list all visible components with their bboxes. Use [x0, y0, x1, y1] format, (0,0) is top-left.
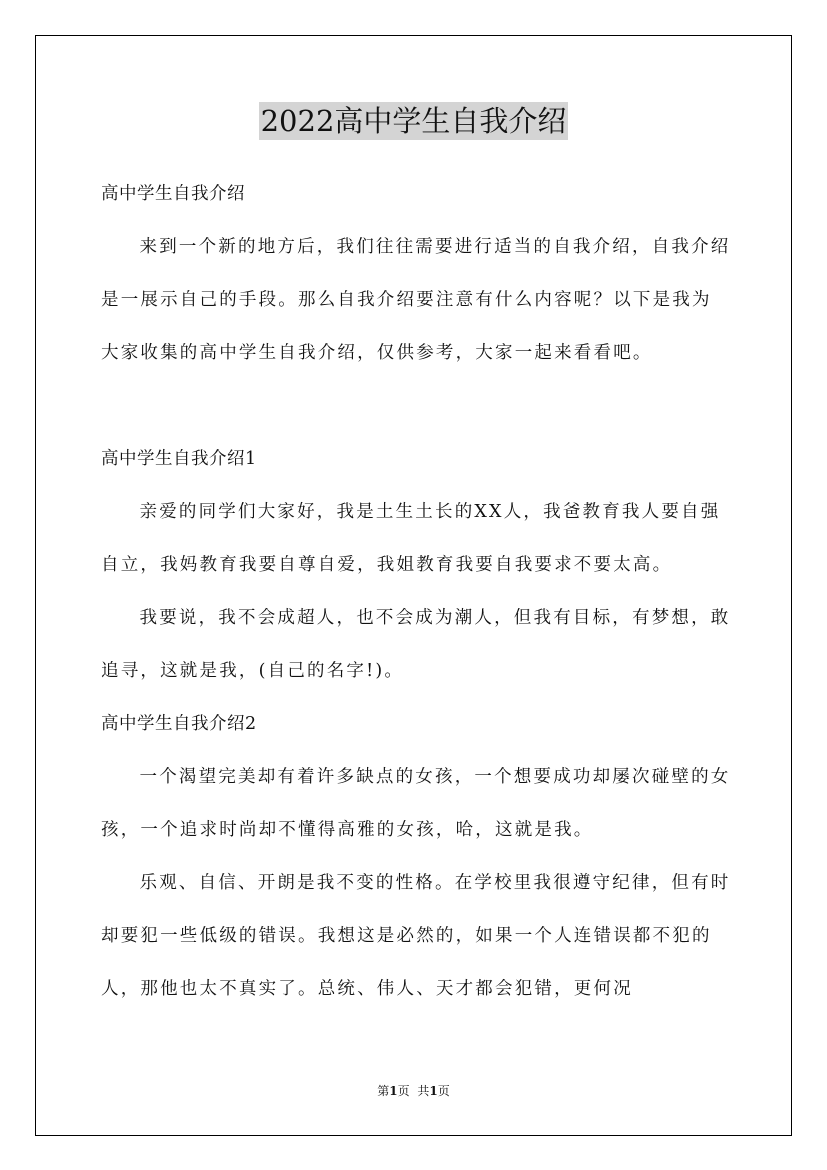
title-container — [0, 102, 827, 140]
paragraph: 亲爱的同学们大家好，我是土生土长的XX人，我爸教育我人要自强自立，我妈教育我要自尊自爱，我姐教育我要自我要求不要太高。 — [101, 502, 721, 575]
page-number: 1 — [389, 1084, 398, 1098]
paragraph: 我要说，我不会成超人，也不会成为潮人，但我有目标，有梦想，敢追寻，这就是我，(自己的名字!)。 — [101, 608, 731, 681]
section-heading: 高中学生自我介绍 — [101, 184, 245, 204]
paragraph: 乐观、自信、开朗是我不变的性格。在学校里我很遵守纪律，但有时却要犯一些低级的错误。我想这是必然的，如果一个人连错误都不犯的人，那他也太不真实了。总统、伟人、天才都会犯错，更何况 — [101, 873, 731, 999]
page-prefix: 第 — [377, 1084, 390, 1098]
paragraph: 来到一个新的地方后，我们往往需要进行适当的自我介绍，自我介绍是一展示自己的手段。那么自我介绍要注意有什么内容呢？以下是我为大家收集的高中学生自我介绍，仅供参考，大家一起来看看吧。 — [101, 237, 731, 363]
document-title: 2022高中学生自我介绍 — [260, 104, 567, 138]
total-number: 1 — [429, 1084, 438, 1098]
paragraph: 一个渴望完美却有着许多缺点的女孩，一个想要成功却屡次碰壁的女孩，一个追求时尚却不懂得高雅的女孩，哈，这就是我。 — [101, 767, 731, 840]
blank-line — [101, 380, 731, 433]
page-suffix: 页 — [397, 1084, 410, 1098]
page-footer — [0, 1083, 827, 1099]
total-prefix: 共 — [417, 1084, 430, 1098]
section-heading: 高中学生自我介绍2 — [101, 714, 257, 734]
total-suffix: 页 — [437, 1084, 450, 1098]
section-heading: 高中学生自我介绍1 — [101, 449, 257, 469]
document-body — [101, 168, 731, 1016]
